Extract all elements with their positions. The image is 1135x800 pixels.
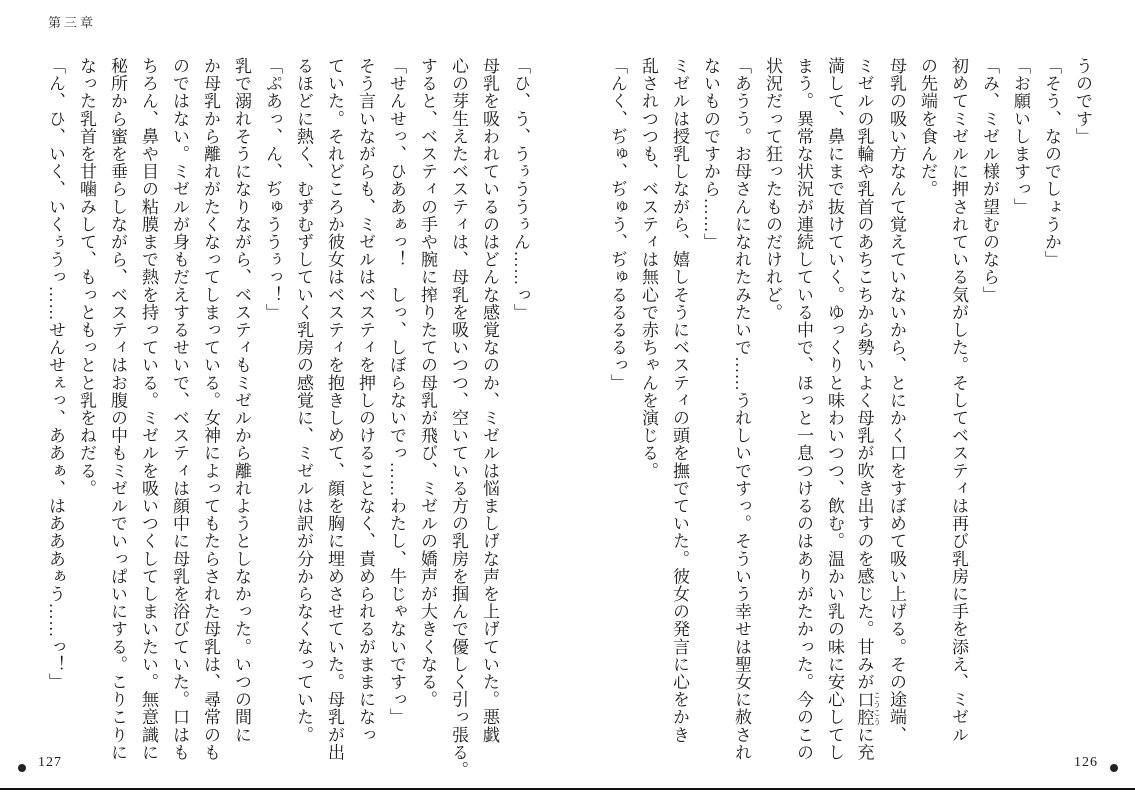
- page-number-right: 126: [1074, 755, 1098, 770]
- text-column: まう。異常な状況が連続している中で、ほっと一息つけるのはありがたかった。今のこの: [794, 57, 813, 761]
- text-column: るほどに熱く、むずむずしていく乳房の感覚に、ミゼルは訳が分からなくなっていた。: [294, 57, 313, 744]
- page-marker-icon: [1110, 764, 1118, 772]
- text-column: 「あうう。お母さんになれたみたいで……うれしいですっ。そういう幸せは聖女に赦され: [732, 57, 751, 761]
- text-column: 母乳の吸い方なんて覚えていないから、とにかく口をすぼめて吸い上げる。その途端、: [887, 57, 906, 744]
- text-column: なった乳首を甘噛みして、もっともっとと乳をねだる。: [77, 57, 96, 497]
- text-column: の先端を食んだ。: [918, 57, 937, 198]
- text-column: 「そう、なのでしょうか」: [1042, 57, 1061, 269]
- text-column: 「ひ、う、うぅううぅん……っ」: [511, 57, 530, 321]
- text-column: 乳で溺れそうになりながら、ベスティもミゼルから離れようとしなかった。いつの間に: [232, 57, 251, 744]
- text-column: ていた。それどころか彼女はベスティを抱きしめて、顔を胸に埋めさせていた。母乳が出: [325, 57, 344, 761]
- bottom-rule: [0, 788, 1135, 790]
- text-column: 「み、ミゼル様が望むのなら」: [980, 57, 999, 304]
- text-column: ないものですから……」: [701, 57, 720, 251]
- text-column: ミゼルは授乳しながら、嬉しそうにベスティの頭を撫でていた。彼女の発言に心をかき: [670, 57, 689, 744]
- right-page-text: [602, 57, 1098, 763]
- chapter-header: 第三章: [48, 15, 97, 30]
- text-column: 「ん、ひ、いく、いくぅうっ……せんせぇっ、ああぁ、はあああぁう……っ！」: [46, 57, 65, 691]
- text-column: 母乳を吸われているのはどんな感覚なのか、ミゼルは悩ましげな声を上げていた。悪戯: [480, 57, 499, 744]
- text-column: 秘所から蜜を垂らしながら、ベスティはお腹の中もミゼルでいっぱいにする。こりこりに: [108, 57, 127, 761]
- text-column: 心の芽生えたベスティは、母乳を吸いつつ、空いている方の乳房を掴んで優しく引っ張る。: [449, 57, 468, 779]
- text-column: 「お願いしますっ」: [1011, 57, 1030, 216]
- text-column: ミゼルの乳輪や乳首のあちこちから勢いよく母乳が吹き出すのを感じた。甘みが口腔 こうこうに充: [854, 57, 882, 762]
- page-number-left: 127: [38, 755, 62, 770]
- text-column: 「んく、ぢゅ、ぢゅう、ぢゅるるるるっ」: [608, 57, 627, 392]
- page-marker-icon: [18, 764, 26, 772]
- text-column: そう言いながらも、ミゼルはベスティを押しのけることなく、責められるがままになっ: [356, 57, 375, 744]
- text-column: 満して、鼻にまで抜けていく。ゆっくりと味わいつつ、飲む。温かい乳の味に安心してし: [825, 57, 844, 761]
- text-column: 乱されつつも、ベスティは無心で赤ちゃんを演じる。: [639, 57, 658, 480]
- text-column: 初めてミゼルに押されている気がした。そしてベスティは再び乳房に手を添え、ミゼル: [949, 57, 968, 744]
- text-column: うのです」: [1073, 57, 1092, 145]
- text-column: 「ぷあっ、ん、ぢゅううぅっ！」: [263, 57, 282, 321]
- text-column: 「せんせっ、ひああぁっ！ しっ、しぼらないでっ……わたし、牛じゃないですっ」: [387, 57, 406, 726]
- text-column: のではない。ミゼルが身もだえするせいで、ベスティは顔中に母乳を浴びていた。口はも: [170, 57, 189, 761]
- text-column: すると、ベスティの手や腕に搾りたての母乳が飛び、ミゼルの嬌声が大きくなる。: [418, 57, 437, 709]
- text-column: 状況だって狂ったものだけれど。: [763, 57, 782, 321]
- text-column: ちろん、鼻や目の粘膜まで熱を持っている。ミゼルを吸いつくしてしまいたい。無意識に: [139, 57, 158, 761]
- text-column: か母乳から離れがたくなってしまっている。女神によってもたらされた母乳は、尋常のも: [201, 57, 220, 761]
